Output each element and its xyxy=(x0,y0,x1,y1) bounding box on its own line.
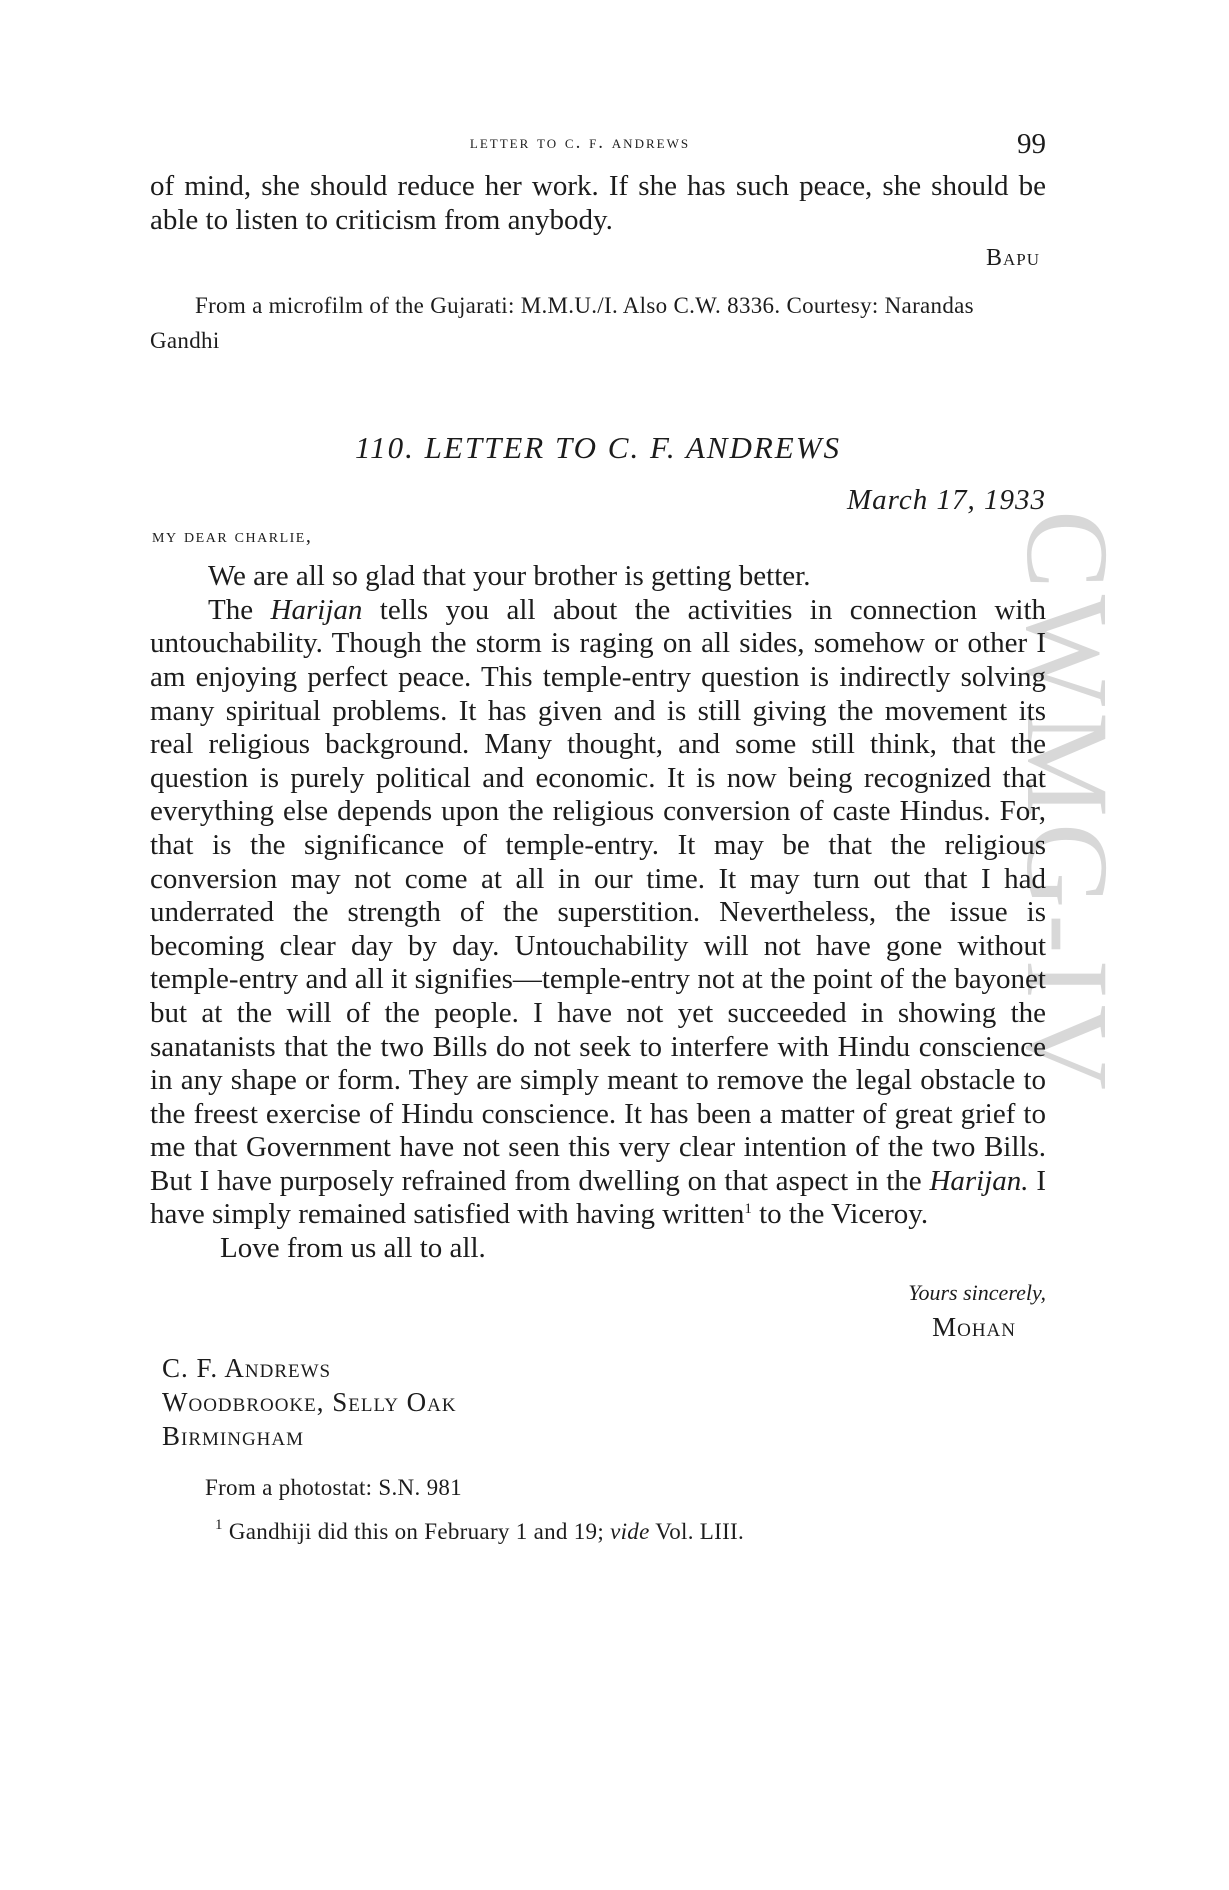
address-line: Birmingham xyxy=(162,1420,305,1451)
letter-paragraph-2 xyxy=(150,594,1046,1232)
footnote-mark: 1 xyxy=(215,1516,223,1533)
previous-letter-signature: Bapu xyxy=(985,245,1040,272)
harijan-title-2: Harijan. xyxy=(929,1164,1029,1197)
footnote-text-a: Gandhiji did this on February 1 and 19; xyxy=(222,1518,611,1544)
para2-text-d: to the Viceroy. xyxy=(751,1198,929,1231)
footnote-vide: vide xyxy=(610,1518,650,1544)
page-number: 99 xyxy=(1017,128,1046,160)
footnote xyxy=(215,1516,1046,1545)
salutation: my dear charlie, xyxy=(152,525,313,548)
recipient-address xyxy=(162,1351,1046,1453)
running-head-title: letter to c. f. andrews xyxy=(469,132,691,153)
yours-sincerely: Yours sincerely, xyxy=(908,1279,1046,1305)
previous-letter-text: of mind, she should reduce her work. If she has such peace, she should be able to listen to criticism from anybody. xyxy=(150,170,1046,236)
previous-letter-source: From a microfilm of the Gujarati: M.M.U./I. Also C.W. 8336. Courtesy: Narandas Gandhi xyxy=(150,293,974,354)
signer-name: Mohan xyxy=(932,1311,1016,1342)
para2-text-b: tells you all about the activities in connection with untouchability. Though the storm is raging on all sides, somehow or other I am enjoying perfect peace. This temple-entry question is indirectly solving many spiritual problems. It has given and is still giving the movement its real religious background. Many thought, and some still think, that the question is purely political and economic. It is now being recognized that everything else depends upon the religious conversion of caste Hindus. For, that is the significance of temple-entry. It may be that the religious conversion may not come at all in our time. It may turn out that I had underrated the strength of the superstition. Nevertheless, the issue is becoming clear day by day. Untouchability will not have gone without temple-entry and all it signifies—temple-entry not at the point of the bayonet but at the will of the people. I have not yet succeeded in showing the sanatanists that the two Bills do not seek to interfere with Hindu conscience in any shape or form. They are simply meant to remove the legal obstacle to the freest exercise of Hindu conscience. It has been a matter of great grief to me that Government have not seen this very clear intention of the two Bills. But I have purposely refrained from dwelling on that aspect in the xyxy=(150,593,1046,1197)
running-head xyxy=(150,128,1046,170)
letter-date: March 17, 1933 xyxy=(847,484,1046,517)
address-line: C. F. Andrews xyxy=(162,1352,332,1383)
closing-line: Love from us all to all. xyxy=(220,1232,486,1265)
letter-heading xyxy=(150,430,1046,466)
para2-text-c: I have simply remained satisfied with having written xyxy=(150,1164,1046,1231)
letter-paragraph-1: We are all so glad that your brother is getting better. xyxy=(208,560,811,593)
harijan-title: Harijan xyxy=(270,593,363,626)
footnote-reference: 1 xyxy=(744,1201,752,1218)
watermark-text: CWMG-IV xyxy=(1002,510,1120,1097)
letter-title: LETTER TO C. F. ANDREWS xyxy=(424,430,842,466)
footnote-text-b: Vol. LIII. xyxy=(649,1518,745,1544)
para2-text-a: The xyxy=(208,593,271,626)
address-line: Woodbrooke, Selly Oak xyxy=(162,1386,457,1417)
document-page xyxy=(150,128,1046,1545)
letter-number: 110. xyxy=(354,430,415,466)
letter-source: From a photostat: S.N. 981 xyxy=(205,1474,462,1500)
